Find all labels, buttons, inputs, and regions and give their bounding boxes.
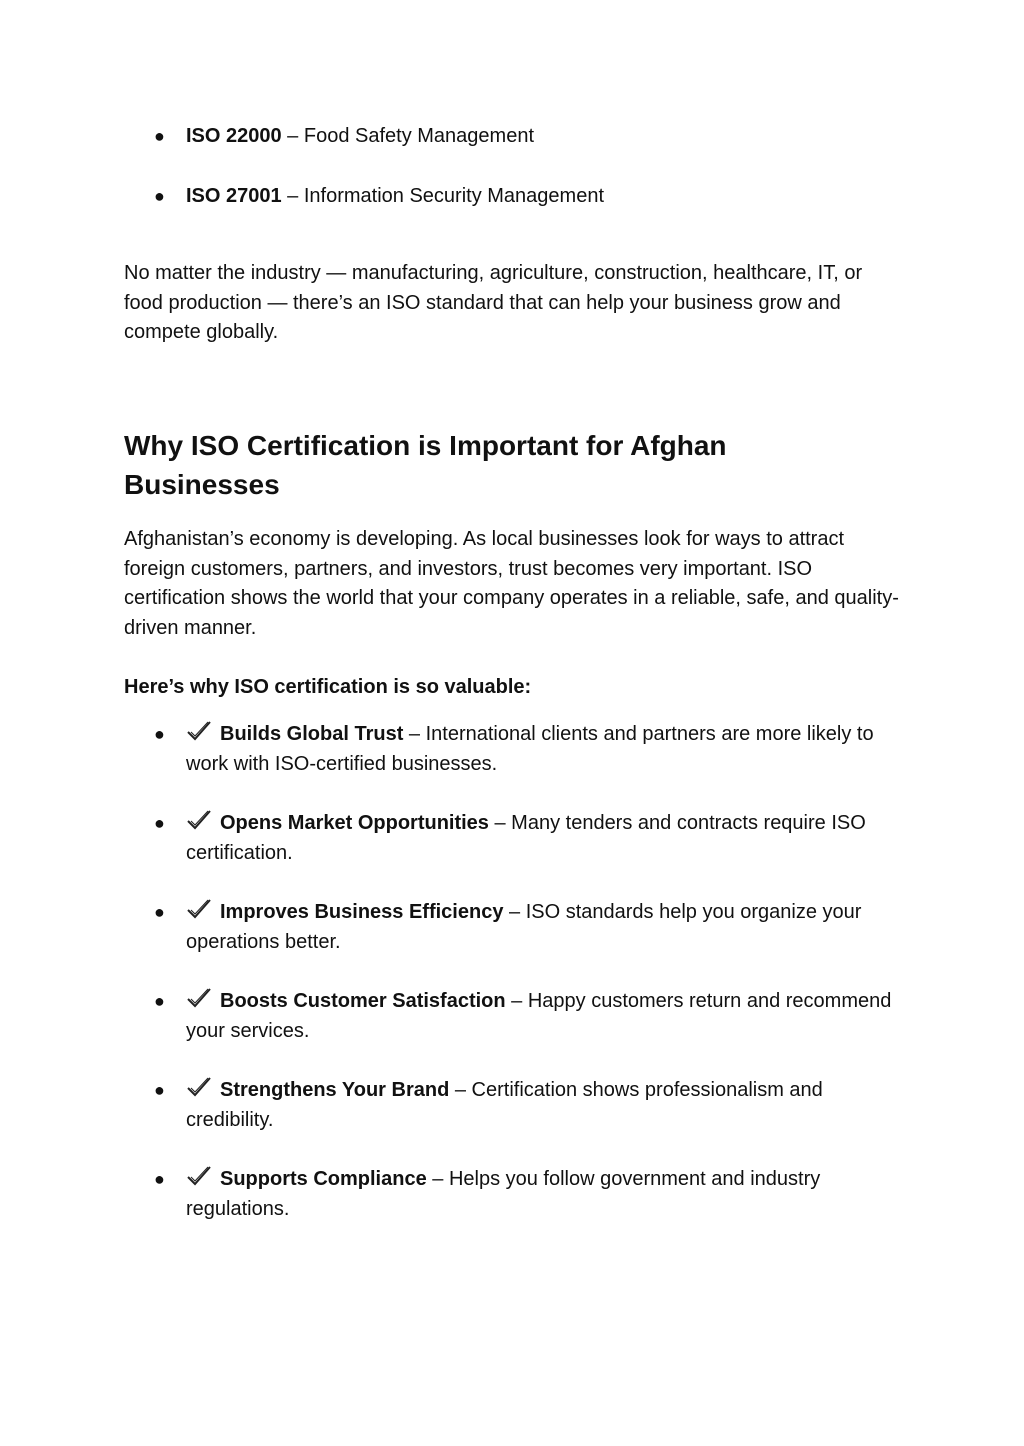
bullet-dot: ● bbox=[154, 1080, 165, 1100]
benefit-description: – Many tenders and contracts require ISO certification. bbox=[186, 812, 866, 864]
benefits-intro: Here’s why ISO certification is so valuable: bbox=[124, 676, 532, 698]
benefit-title: Strengthens Your Brand bbox=[220, 1079, 450, 1101]
check-mark-icon bbox=[186, 809, 212, 831]
check-mark-icon bbox=[186, 1076, 212, 1098]
benefit-description: – ISO standards help you organize your operations better. bbox=[186, 901, 862, 953]
bullet-dot: ● bbox=[154, 724, 165, 744]
bullet-dot: ● bbox=[154, 186, 165, 206]
benefit-item bbox=[124, 986, 904, 1046]
benefit-description: – Certification shows professionalism and credibility. bbox=[186, 1079, 823, 1131]
benefit-item bbox=[124, 1164, 904, 1224]
benefit-title: Improves Business Efficiency bbox=[220, 901, 504, 923]
intro-paragraph: No matter the industry — manufacturing, agriculture, construction, healthcare, IT, or food production — there’s an ISO standard that can help your business grow and compete globally. bbox=[124, 262, 863, 344]
bullet-dot: ● bbox=[154, 902, 165, 922]
check-mark-icon bbox=[186, 720, 212, 742]
list-item-iso-27001 bbox=[124, 181, 904, 211]
benefit-title: Opens Market Opportunities bbox=[220, 812, 489, 834]
check-mark-icon bbox=[186, 987, 212, 1009]
benefit-title: Builds Global Trust bbox=[220, 723, 404, 745]
bullet-dot: ● bbox=[154, 1169, 165, 1189]
list-item-iso-22000 bbox=[124, 121, 904, 151]
section-heading: Why ISO Certification is Important for Afghan Businesses bbox=[124, 430, 727, 500]
bullet-dot: ● bbox=[154, 991, 165, 1011]
standard-code: ISO 22000 bbox=[186, 125, 282, 147]
bullet-dot: ● bbox=[154, 126, 165, 146]
section-paragraph: Afghanistan’s economy is developing. As local businesses look for ways to attract foreign customers, partners, and investors, trust becomes very important. ISO certification shows the world that your company operates in a reliable, safe, and quality-driven manner. bbox=[124, 528, 899, 640]
benefit-description: – Helps you follow government and industry regulations. bbox=[186, 1168, 821, 1220]
benefit-item bbox=[124, 808, 904, 868]
standard-description: – Food Safety Management bbox=[281, 125, 534, 147]
standard-code: ISO 27001 bbox=[186, 185, 282, 207]
benefit-title: Supports Compliance bbox=[220, 1168, 427, 1190]
standard-description: – Information Security Management bbox=[281, 185, 605, 207]
benefit-item bbox=[124, 719, 904, 779]
benefit-title: Boosts Customer Satisfaction bbox=[220, 990, 506, 1012]
bullet-dot: ● bbox=[154, 813, 165, 833]
benefit-item bbox=[124, 897, 904, 957]
benefit-description: – International clients and partners are more likely to work with ISO-certified businesses. bbox=[186, 723, 874, 775]
check-mark-icon bbox=[186, 1165, 212, 1187]
benefit-description: – Happy customers return and recommend your services. bbox=[186, 990, 892, 1042]
check-mark-icon bbox=[186, 898, 212, 920]
benefit-item bbox=[124, 1075, 904, 1135]
